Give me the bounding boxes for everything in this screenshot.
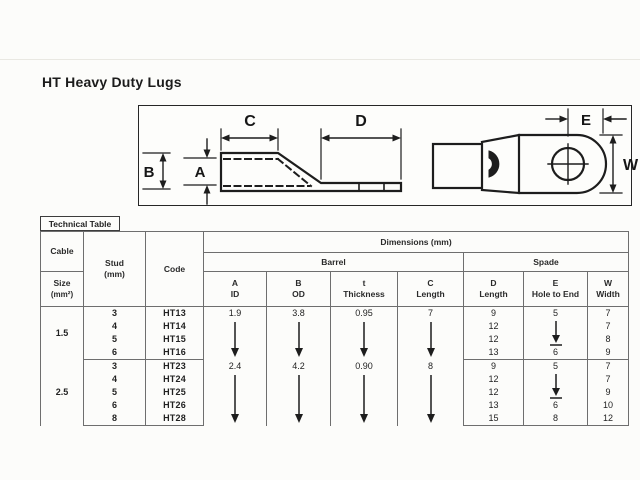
w-width-value: 9	[588, 346, 629, 360]
w-width-value: 10	[588, 399, 629, 412]
table-row	[41, 360, 629, 374]
dim-e	[546, 109, 626, 136]
w-width-value: 12	[588, 412, 629, 426]
c-length-value: 7	[398, 307, 464, 321]
header-col-a: A ID	[204, 272, 267, 307]
table-row	[41, 307, 629, 321]
table-row	[41, 320, 629, 333]
header-barrel: Barrel	[204, 253, 464, 272]
t-thickness-value: 0.95	[331, 307, 398, 321]
code-value: HT13	[146, 307, 204, 321]
dimensions-table	[40, 231, 629, 426]
w-width-value: 7	[588, 360, 629, 374]
d-length-value: 12	[464, 386, 524, 399]
stud-value: 4	[84, 373, 146, 386]
code-value: HT26	[146, 399, 204, 412]
w-width-value: 9	[588, 386, 629, 399]
a-id-value: 1.9	[204, 307, 267, 321]
e-hole-to-end-value: 5	[524, 360, 588, 374]
header-cable-size: Size (mm²)	[41, 272, 84, 307]
lug-diagram	[138, 105, 639, 206]
header-col-d: D Length	[464, 272, 524, 307]
header-col-w: W Width	[588, 272, 629, 307]
d-length-value: 15	[464, 412, 524, 426]
stud-value: 6	[84, 346, 146, 360]
header-col-c: C Length	[398, 272, 464, 307]
code-value: HT14	[146, 320, 204, 333]
d-length-value: 9	[464, 360, 524, 374]
header-stud: Stud (mm)	[84, 232, 146, 307]
stud-value: 3	[84, 307, 146, 321]
d-length-value: 13	[464, 399, 524, 412]
code-value: HT25	[146, 386, 204, 399]
header-cable: Cable	[41, 232, 84, 272]
ditto-down-arrow-icon	[267, 320, 331, 360]
e-hole-to-end-value: 6	[524, 399, 588, 412]
d-length-value: 12	[464, 373, 524, 386]
stud-value: 3	[84, 360, 146, 374]
dim-label-b: B	[143, 164, 155, 181]
code-value: HT15	[146, 333, 204, 346]
ditto-down-arrow-icon	[267, 373, 331, 426]
w-width-value: 8	[588, 333, 629, 346]
header-col-b: B OD	[267, 272, 331, 307]
ditto-down-arrow-icon	[331, 320, 398, 360]
header-col-e: E Hole to End	[524, 272, 588, 307]
dim-label-e: E	[580, 112, 592, 129]
hole-crosshair-icon	[548, 144, 588, 184]
code-value: HT28	[146, 412, 204, 426]
stud-value: 8	[84, 412, 146, 426]
page-title: HT Heavy Duty Lugs	[42, 74, 182, 90]
stud-value: 5	[84, 386, 146, 399]
stud-value: 5	[84, 333, 146, 346]
header-code: Code	[146, 232, 204, 307]
dim-d	[321, 113, 401, 179]
d-length-value: 12	[464, 333, 524, 346]
header-spade: Spade	[464, 253, 629, 272]
a-id-value: 2.4	[204, 360, 267, 374]
dim-a	[184, 139, 216, 204]
table-row	[41, 373, 629, 386]
d-length-value: 13	[464, 346, 524, 360]
w-width-value: 7	[588, 320, 629, 333]
code-value: HT24	[146, 373, 204, 386]
code-value: HT23	[146, 360, 204, 374]
e-hole-to-end-value: 8	[524, 412, 588, 426]
d-length-value: 9	[464, 307, 524, 321]
b-od-value: 4.2	[267, 360, 331, 374]
b-od-value: 3.8	[267, 307, 331, 321]
ditto-down-arrow-icon	[398, 320, 464, 360]
header-col-t: t Thickness	[331, 272, 398, 307]
w-width-value: 7	[588, 373, 629, 386]
dim-c	[221, 113, 278, 150]
code-value: HT16	[146, 346, 204, 360]
cable-size-value: 1.5	[41, 307, 84, 360]
header-dimensions: Dimensions (mm)	[204, 232, 629, 253]
ditto-down-arrow-icon	[398, 373, 464, 426]
t-thickness-value: 0.90	[331, 360, 398, 374]
stud-value: 4	[84, 320, 146, 333]
dim-label-c: C	[244, 113, 256, 130]
dim-label-w: W	[623, 157, 639, 174]
cable-size-value: 2.5	[41, 360, 84, 426]
lug-diagram-svg	[139, 106, 639, 204]
ditto-down-arrow-icon	[204, 320, 267, 360]
ditto-down-arrow-icon	[204, 373, 267, 426]
e-hole-to-end-value: 6	[524, 346, 588, 360]
scan-artifact-line	[0, 59, 640, 60]
dim-label-a: A	[194, 164, 206, 181]
c-length-value: 8	[398, 360, 464, 374]
w-width-value: 7	[588, 307, 629, 321]
e-hole-to-end-value: 5	[524, 307, 588, 321]
d-length-value: 12	[464, 320, 524, 333]
ditto-down-arrow-icon	[331, 373, 398, 426]
technical-table-label: Technical Table	[40, 216, 120, 231]
ditto-down-arrow-to-bar-icon	[524, 373, 588, 399]
dim-label-d: D	[355, 113, 367, 130]
dim-b	[143, 153, 170, 189]
lug-top-view	[433, 135, 606, 193]
stud-value: 6	[84, 399, 146, 412]
lug-side-view	[221, 153, 401, 191]
barrel-mouth-arc	[489, 151, 499, 177]
ditto-down-arrow-to-bar-icon	[524, 320, 588, 346]
